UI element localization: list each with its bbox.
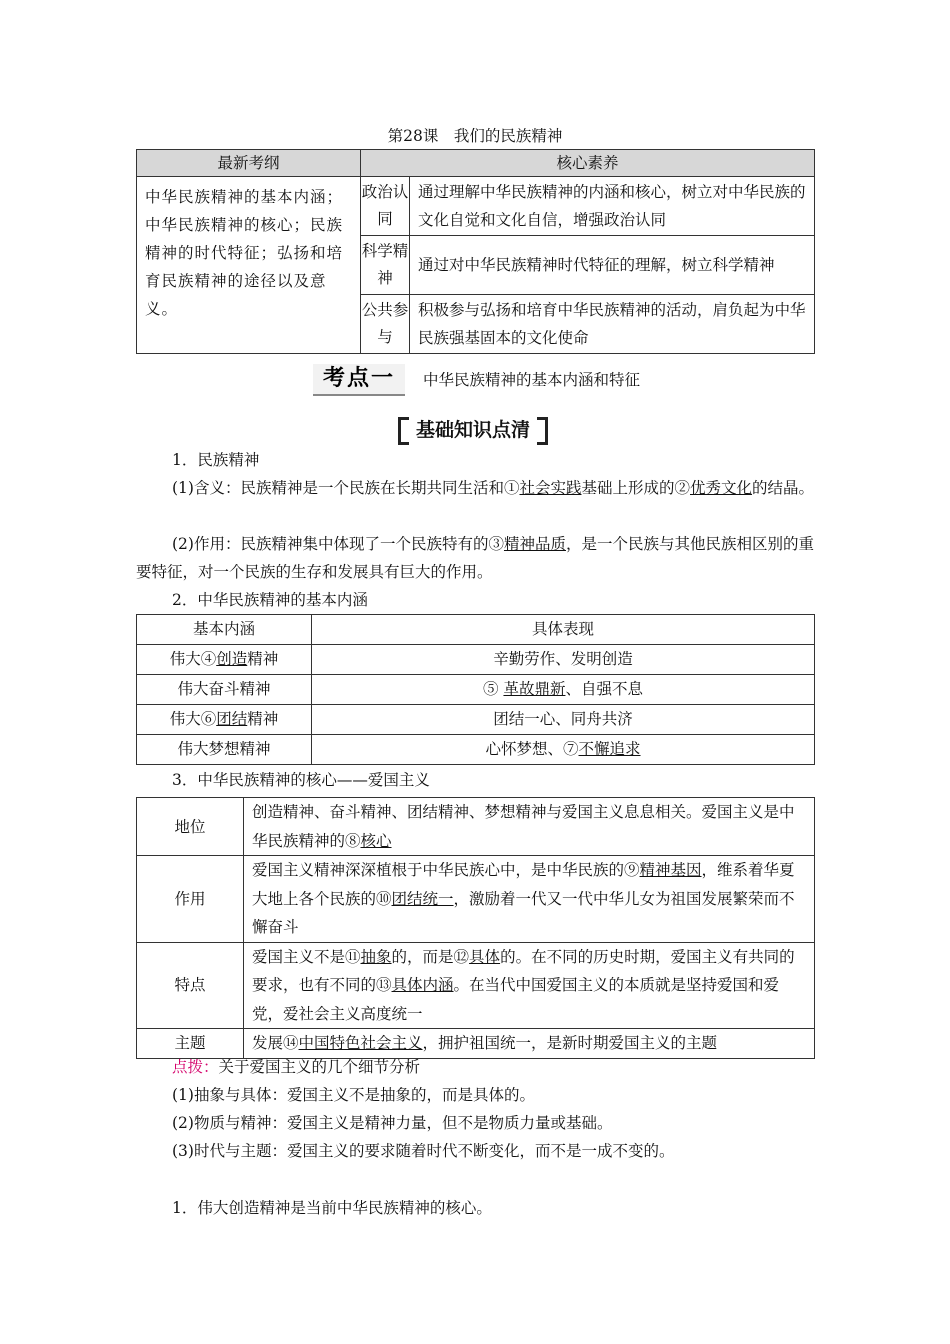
literacy-category: 政治认同 [361,177,410,236]
row-content: 发展⑭中国特色社会主义，拥护祖国统一，是新时期爱国主义的主题 [244,1029,815,1059]
table-cell: ⑤ 革故鼎新、自强不息 [312,675,815,705]
literacy-header: 核心素养 [361,150,815,177]
point-3: 3．中华民族精神的核心——爱国主义 [172,771,430,789]
basics-heading [383,415,563,445]
outline-header: 最新考纲 [137,150,361,177]
point-1: 1．民族精神 [172,451,260,469]
table-cell: 团结一心、同舟共济 [312,705,815,735]
basics-heading-text: 基础知识点清 [415,419,530,441]
tip-item: (3)时代与主题：爱国主义的要求随着时代不断变化，而不是一成不变的。 [172,1142,675,1160]
connotation-table [136,614,815,765]
outline-text: 中华民族精神的基本内涵；中华民族精神的核心；民族精神的时代特征；弘扬和培育民族精神的途径以及意义。 [137,177,361,354]
tip-heading: 点拨：关于爱国主义的几个细节分析 [172,1058,421,1076]
literacy-desc: 积极参与弘扬和培育中华民族精神的活动，肩负起为中华民族强基固本的文化使命 [410,295,815,354]
row-label: 特点 [137,942,244,1029]
table-cell: 伟大④创造精神 [137,645,312,675]
left-bracket-icon [398,417,409,445]
table-cell: 伟大⑥团结精神 [137,705,312,735]
paragraph-meaning: (1)含义：民族精神是一个民族在长期共同生活和①社会实践基础上形成的②优秀文化的结晶。 [172,479,815,497]
table-cell: 伟大梦想精神 [137,735,312,765]
lesson-title: 第28课 我们的民族精神 [387,127,563,145]
row-content: 爱国主义不是⑪抽象的，而是⑫具体的。在不同的历史时期，爱国主义有共同的要求，也有不同的⑬具体内涵。在当代中国爱国主义的本质就是坚持爱国和爱党，爱社会主义高度统一 [244,942,815,1029]
judgment-item: 1．伟大创造精神是当前中华民族精神的核心。 [172,1199,492,1217]
col-header: 基本内涵 [137,615,312,645]
table-cell: 心怀梦想、⑦不懈追求 [312,735,815,765]
col-header: 具体表现 [312,615,815,645]
literacy-desc: 通过理解中华民族精神的内涵和核心，树立对中华民族的文化自觉和文化自信，增强政治认同 [410,177,815,236]
table-cell: 伟大奋斗精神 [137,675,312,705]
row-label: 地位 [137,798,244,856]
literacy-desc: 通过对中华民族精神时代特征的理解，树立科学精神 [410,236,815,295]
table-cell: 辛勤劳作、发明创造 [312,645,815,675]
patriotism-table [136,797,815,1059]
row-label: 主题 [137,1029,244,1059]
row-content: 创造精神、奋斗精神、团结精神、梦想精神与爱国主义息息相关。爱国主义是中华民族精神的⑧核心 [244,798,815,856]
row-content: 爱国主义精神深深植根于中华民族心中，是中华民族的⑨精神基因，维系着华夏大地上各个民族的⑩团结统一，激励着一代又一代中华儿女为祖国发展繁荣而不懈奋斗 [244,856,815,943]
literacy-category: 公共参与 [361,295,410,354]
right-bracket-icon [537,417,548,445]
paragraph-function: (2)作用：民族精神集中体现了一个民族特有的③精神品质，是一个民族与其他民族相区别的重要特征，对一个民族的生存和发展具有巨大的作用。 [136,535,814,581]
tip-item: (2)物质与精神：爱国主义是精神力量，但不是物质力量或基础。 [172,1114,613,1132]
section-title: 中华民族精神的基本内涵和特征 [423,371,641,389]
tip-item: (1)抽象与具体：爱国主义不是抽象的，而是具体的。 [172,1086,535,1104]
literacy-category: 科学精神 [361,236,410,295]
section-badge: 考点一 [313,364,405,394]
row-label: 作用 [137,856,244,943]
tip-label: 点拨： [172,1058,219,1076]
outline-table [136,149,815,354]
point-2: 2．中华民族精神的基本内涵 [172,591,368,609]
